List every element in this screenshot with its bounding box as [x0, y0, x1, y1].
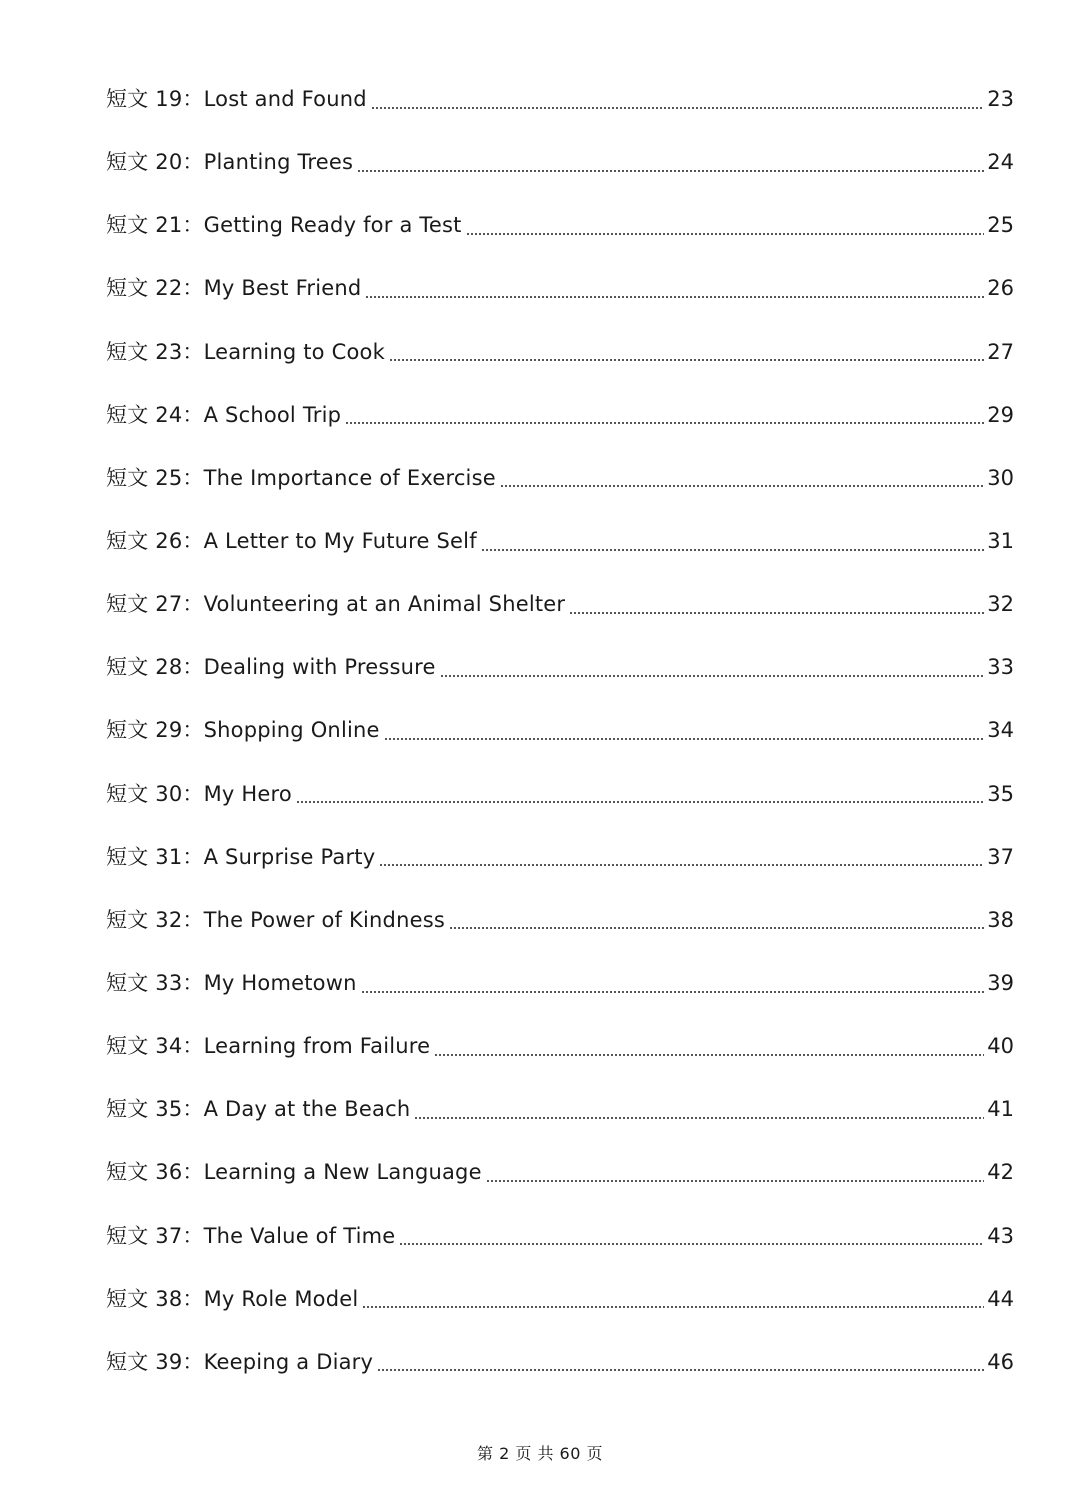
- dot-leader: [569, 612, 984, 614]
- entry-title: Keeping a Diary: [203, 1349, 374, 1374]
- entry-number: 短文 39：: [106, 1349, 204, 1374]
- entry-number: 短文 29：: [106, 718, 204, 743]
- dot-leader: [377, 1369, 984, 1371]
- toc-entry[interactable]: [106, 257, 1014, 320]
- entry-page-number: 23: [987, 87, 1014, 112]
- entry-number: 短文 25：: [106, 465, 204, 490]
- entry-page-number: 37: [987, 844, 1014, 869]
- entry-page-number: 34: [987, 718, 1014, 743]
- dot-leader: [486, 1180, 985, 1182]
- entry-number: 短文 27：: [106, 592, 204, 617]
- entry-number: 短文 19：: [106, 87, 204, 112]
- entry-title: The Importance of Exercise: [203, 465, 496, 490]
- page-counter: 第 2 页 共 60 页: [477, 1444, 603, 1463]
- entry-number: 短文 33：: [106, 971, 204, 996]
- entry-title: My Best Friend: [203, 276, 362, 301]
- entry-title: Planting Trees: [203, 150, 354, 175]
- toc-entry[interactable]: [106, 1078, 1014, 1141]
- toc-entry[interactable]: [106, 826, 1014, 889]
- entry-page-number: 44: [987, 1286, 1014, 1311]
- entry-title: My Hometown: [203, 971, 357, 996]
- entry-title: The Value of Time: [203, 1223, 396, 1248]
- entry-page-number: 40: [987, 1034, 1014, 1059]
- toc-entry[interactable]: [106, 1205, 1014, 1268]
- toc-entry[interactable]: [106, 573, 1014, 636]
- entry-number: 短文 26：: [106, 529, 204, 554]
- entry-number: 短文 28：: [106, 655, 204, 680]
- entry-title: Volunteering at an Animal Shelter: [203, 592, 566, 617]
- toc-entry[interactable]: [106, 68, 1014, 131]
- entry-number: 短文 36：: [106, 1160, 204, 1185]
- entry-page-number: 26: [987, 276, 1014, 301]
- entry-number: 短文 32：: [106, 907, 204, 932]
- entry-page-number: 46: [987, 1349, 1014, 1374]
- dot-leader: [361, 991, 985, 993]
- dot-leader: [384, 738, 985, 740]
- entry-page-number: 31: [987, 529, 1014, 554]
- toc-entry[interactable]: [106, 1331, 1014, 1394]
- dot-leader: [399, 1243, 984, 1245]
- page-footer: [0, 1441, 1080, 1464]
- entry-title: Lost and Found: [203, 87, 367, 112]
- dot-leader: [389, 359, 984, 361]
- dot-leader: [379, 864, 984, 866]
- entry-page-number: 39: [987, 971, 1014, 996]
- entry-title: A Surprise Party: [203, 844, 376, 869]
- entry-number: 短文 35：: [106, 1097, 204, 1122]
- dot-leader: [466, 233, 985, 235]
- toc-entry[interactable]: [106, 194, 1014, 257]
- entry-page-number: 35: [987, 781, 1014, 806]
- entry-title: Learning from Failure: [203, 1034, 431, 1059]
- entry-page-number: 29: [987, 402, 1014, 427]
- dot-leader: [357, 170, 984, 172]
- entry-number: 短文 34：: [106, 1034, 204, 1059]
- toc-entry[interactable]: [106, 447, 1014, 510]
- entry-page-number: 42: [987, 1160, 1014, 1185]
- toc-entry[interactable]: [106, 1141, 1014, 1204]
- entry-page-number: 27: [987, 339, 1014, 364]
- entry-page-number: 43: [987, 1223, 1014, 1248]
- dot-leader: [434, 1054, 984, 1056]
- dot-leader: [500, 485, 984, 487]
- entry-title: Shopping Online: [203, 718, 380, 743]
- dot-leader: [365, 296, 984, 298]
- entry-number: 短文 24：: [106, 402, 204, 427]
- dot-leader: [371, 107, 985, 109]
- entry-number: 短文 22：: [106, 276, 204, 301]
- entry-title: A Letter to My Future Self: [203, 529, 477, 554]
- entry-title: Learning to Cook: [203, 339, 385, 364]
- dot-leader: [296, 801, 984, 803]
- entry-page-number: 24: [987, 150, 1014, 175]
- toc-entry[interactable]: [106, 384, 1014, 447]
- entry-title: My Hero: [203, 781, 292, 806]
- dot-leader: [414, 1117, 984, 1119]
- table-of-contents: [106, 68, 1014, 1394]
- entry-number: 短文 23：: [106, 339, 204, 364]
- entry-title: My Role Model: [203, 1286, 359, 1311]
- entry-page-number: 38: [987, 907, 1014, 932]
- entry-number: 短文 21：: [106, 213, 204, 238]
- entry-page-number: 25: [987, 213, 1014, 238]
- toc-entry[interactable]: [106, 889, 1014, 952]
- entry-page-number: 41: [987, 1097, 1014, 1122]
- toc-entry[interactable]: [106, 952, 1014, 1015]
- toc-entry[interactable]: [106, 510, 1014, 573]
- toc-entry[interactable]: [106, 1015, 1014, 1078]
- entry-title: The Power of Kindness: [203, 907, 445, 932]
- entry-page-number: 32: [987, 592, 1014, 617]
- toc-entry[interactable]: [106, 131, 1014, 194]
- entry-page-number: 30: [987, 465, 1014, 490]
- dot-leader: [345, 422, 984, 424]
- toc-entry[interactable]: [106, 763, 1014, 826]
- dot-leader: [362, 1306, 984, 1308]
- entry-title: A School Trip: [203, 402, 342, 427]
- entry-page-number: 33: [987, 655, 1014, 680]
- toc-entry[interactable]: [106, 1268, 1014, 1331]
- entry-number: 短文 37：: [106, 1223, 204, 1248]
- entry-title: Learning a New Language: [203, 1160, 482, 1185]
- toc-entry[interactable]: [106, 636, 1014, 699]
- dot-leader: [440, 675, 985, 677]
- toc-entry[interactable]: [106, 321, 1014, 384]
- entry-number: 短文 38：: [106, 1286, 204, 1311]
- dot-leader: [449, 927, 984, 929]
- entry-number: 短文 20：: [106, 150, 204, 175]
- entry-title: Dealing with Pressure: [203, 655, 436, 680]
- entry-number: 短文 31：: [106, 844, 204, 869]
- entry-title: A Day at the Beach: [203, 1097, 411, 1122]
- toc-entry[interactable]: [106, 699, 1014, 762]
- entry-number: 短文 30：: [106, 781, 204, 806]
- entry-title: Getting Ready for a Test: [203, 213, 462, 238]
- dot-leader: [481, 549, 984, 551]
